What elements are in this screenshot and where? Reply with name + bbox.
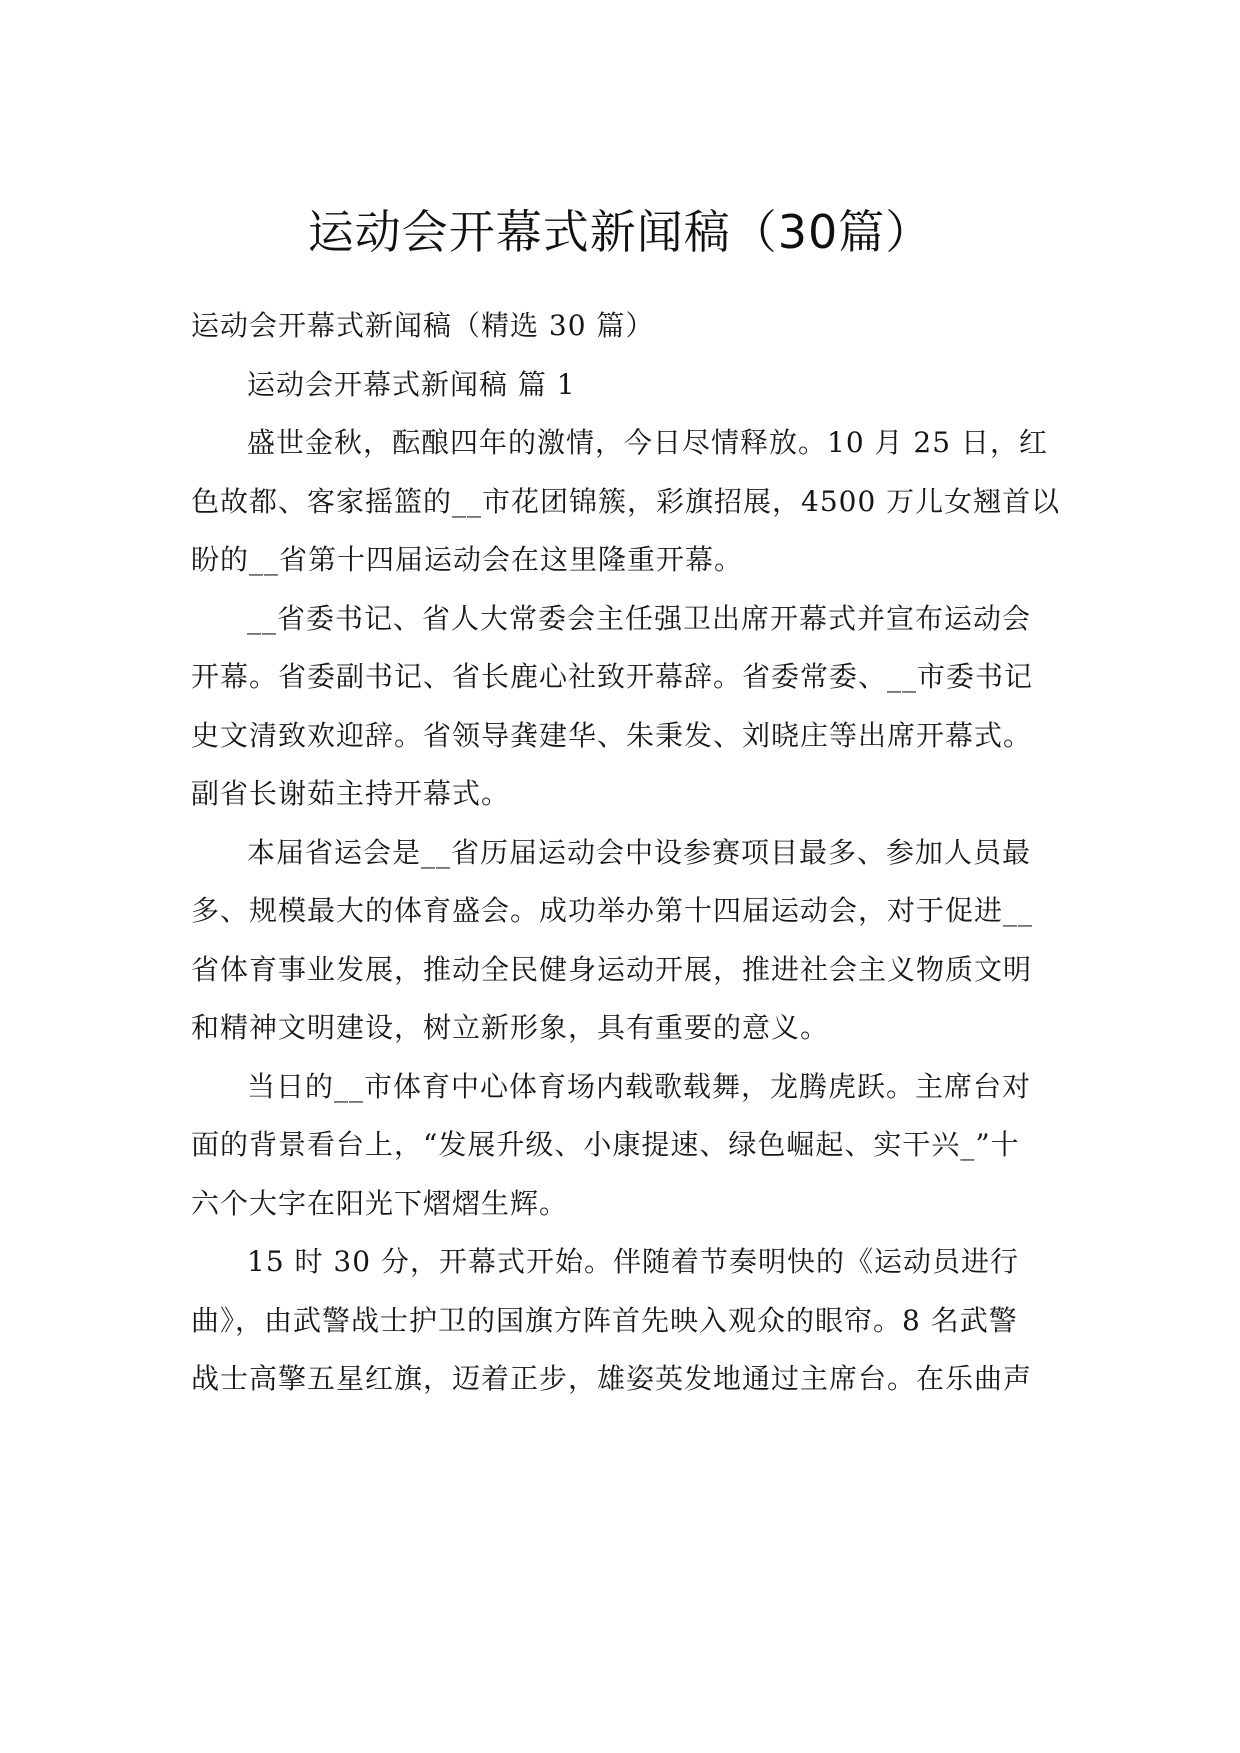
text-line: 盼的__省第十四届运动会在这里隆重开幕。 xyxy=(191,543,744,576)
text-line: 色故都、客家摇篮的__市花团锦簇，彩旗招展，4500 万儿女翘首以 xyxy=(191,485,1061,518)
text-line: 本届省运会是__省历届运动会中设参赛项目最多、参加人员最 xyxy=(247,836,1032,869)
text-line: 副省长谢茹主持开幕式。 xyxy=(191,777,511,810)
text-line: 多、规模最大的体育盛会。成功举办第十四届运动会，对于促进__ xyxy=(191,894,1034,927)
text-line: __省委书记、省人大常委会主任强卫出席开幕式并宣布运动会 xyxy=(247,602,1032,635)
text-line: 和精神文明建设，树立新形象，具有重要的意义。 xyxy=(191,1011,830,1044)
text-line: 曲》，由武警战士护卫的国旗方阵首先映入观众的眼帘。8 名武警 xyxy=(191,1304,1018,1337)
text-line: 战士高擎五星红旗，迈着正步，雄姿英发地通过主席台。在乐曲声 xyxy=(191,1362,1033,1395)
section-heading: 运动会开幕式新闻稿 篇 1 xyxy=(247,368,576,401)
text-line: 盛世金秋，酝酿四年的激情，今日尽情释放。10 月 25 日，红 xyxy=(247,426,1048,459)
text-line: 当日的__市体育中心体育场内载歌载舞，龙腾虎跃。主席台对 xyxy=(247,1070,1032,1103)
text-line: 面的背景看台上，“发展升级、小康提速、绿色崛起、实干兴_”十 xyxy=(191,1128,1020,1161)
text-line: 六个大字在阳光下熠熠生辉。 xyxy=(191,1187,569,1220)
document-title: 运动会开幕式新闻稿（30篇） xyxy=(307,205,933,259)
text-line: 省体育事业发展，推动全民健身运动开展，推进社会主义物质文明 xyxy=(191,953,1033,986)
text-line: 开幕。省委副书记、省长鹿心社致开幕辞。省委常委、__市委书记 xyxy=(191,660,1034,693)
text-line: 15 时 30 分，开幕式开始。伴随着节奏明快的《运动员进行 xyxy=(247,1245,1019,1278)
document-subtitle: 运动会开幕式新闻稿（精选 30 篇） xyxy=(191,309,655,342)
text-line: 史文清致欢迎辞。省领导龚建华、朱秉发、刘晓庄等出席开幕式。 xyxy=(191,719,1033,752)
